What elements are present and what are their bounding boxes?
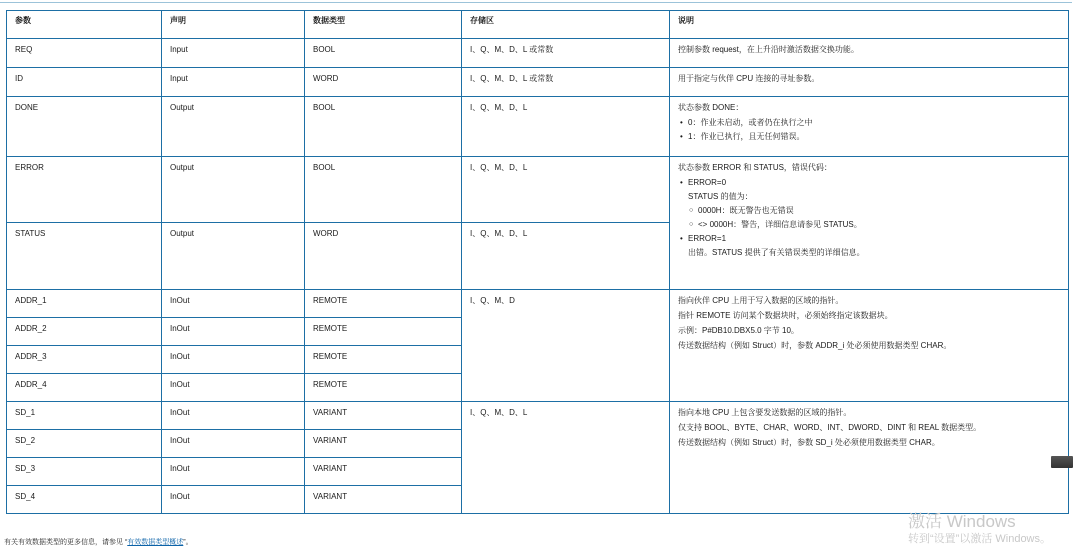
cell-param: ADDR_4 (7, 374, 162, 402)
table-row-req (7, 39, 1069, 68)
header-declaration: 声明 (162, 11, 305, 39)
cell-param: ID (7, 68, 162, 97)
cell-area-addr: I、Q、M、D (462, 290, 670, 402)
cell-param: SD_1 (7, 402, 162, 430)
cell-param: DONE (7, 97, 162, 157)
cell-area: I、Q、M、D、L (462, 97, 670, 157)
cell-type: BOOL (305, 39, 462, 68)
addr-desc-line: 指针 REMOTE 访问某个数据块时，必须始终指定该数据块。 (678, 311, 893, 320)
error-bullet-list (678, 177, 1060, 258)
cell-desc-addr (670, 290, 1069, 402)
cell-type: VARIANT (305, 430, 462, 458)
list-item: ○ <> 0000H：警告，详细信息请参见 STATUS。 (698, 219, 1060, 230)
cell-type: WORD (305, 223, 462, 290)
cell-decl: InOut (162, 430, 305, 458)
cell-decl: InOut (162, 402, 305, 430)
cell-param: SD_4 (7, 486, 162, 514)
error-one-label: ERROR=1 (688, 234, 727, 243)
sd-desc-line: 指向本地 CPU 上包含要发送数据的区域的指针。 (678, 408, 852, 417)
cell-decl: Output (162, 223, 305, 290)
cell-param: REQ (7, 39, 162, 68)
cell-param: ADDR_3 (7, 346, 162, 374)
cell-area: I、Q、M、D、L 或常数 (462, 39, 670, 68)
error-zero-label: ERROR=0 (688, 178, 727, 187)
header-row (7, 11, 1069, 39)
error-status-title: 状态参数 ERROR 和 STATUS，错误代码： (678, 163, 832, 172)
sd-desc-line: 传送数据结构（例如 Struct）时，参数 SD_i 处必须使用数据类型 CHAR。 (678, 438, 940, 447)
cell-param: STATUS (7, 223, 162, 290)
status-value-label: STATUS 的值为： (688, 192, 753, 201)
footer-suffix: ”。 (183, 539, 193, 546)
cell-type: REMOTE (305, 346, 462, 374)
list-item (688, 177, 1060, 230)
cell-type: VARIANT (305, 458, 462, 486)
list-item (688, 233, 1060, 258)
table-row-id (7, 68, 1069, 97)
activation-watermark-title: 激活 Windows (908, 512, 1016, 531)
error-one-detail: 出错。STATUS 提供了有关错误类型的详细信息。 (688, 248, 865, 257)
cell-decl: Output (162, 157, 305, 223)
cell-param: ADDR_1 (7, 290, 162, 318)
footer-note (4, 537, 193, 547)
cell-decl: Input (162, 39, 305, 68)
cell-type: WORD (305, 68, 462, 97)
cell-area: I、Q、M、D、L 或常数 (462, 68, 670, 97)
cell-desc: 控制参数 request，在上升沿时激活数据交换功能。 (670, 39, 1069, 68)
cell-param: ERROR (7, 157, 162, 223)
list-item: • 1：作业已执行，且无任何错误。 (688, 131, 1060, 142)
cell-decl: Input (162, 68, 305, 97)
cell-desc-sd (670, 402, 1069, 514)
cell-area: I、Q、M、D、L (462, 223, 670, 290)
cell-type: BOOL (305, 157, 462, 223)
activation-watermark-subtitle: 转到“设置”以激活 Windows。 (908, 533, 1052, 545)
cell-area: I、Q、M、D、L (462, 157, 670, 223)
header-memory-area: 存储区 (462, 11, 670, 39)
list-item: ○ 0000H：既无警告也无错误 (698, 205, 1060, 216)
cell-type: REMOTE (305, 318, 462, 346)
header-data-type: 数据类型 (305, 11, 462, 39)
cell-decl: Output (162, 97, 305, 157)
cell-param: SD_3 (7, 458, 162, 486)
cell-decl: InOut (162, 486, 305, 514)
cell-decl: InOut (162, 318, 305, 346)
list-item: • 0：作业未启动，或者仍在执行之中 (688, 117, 1060, 128)
data-types-overview-link[interactable]: 有效数据类型概述 (127, 539, 184, 546)
parameter-table (6, 10, 1069, 514)
cell-type: BOOL (305, 97, 462, 157)
table-row-done (7, 97, 1069, 157)
table-row-sd-1 (7, 402, 1069, 430)
cell-decl: InOut (162, 290, 305, 318)
header-description: 说明 (670, 11, 1069, 39)
cell-decl: InOut (162, 346, 305, 374)
footer-prefix: 有关有效数据类型的更多信息，请参见 “ (4, 539, 128, 546)
done-desc-title: 状态参数 DONE： (678, 103, 744, 112)
table-row-addr-1 (7, 290, 1069, 318)
cell-decl: InOut (162, 458, 305, 486)
sd-desc-line: 仅支持 BOOL、BYTE、CHAR、WORD、INT、DWORD、DINT 和 REAL 数据类型。 (678, 423, 982, 432)
scroll-thumb[interactable] (1051, 456, 1073, 468)
addr-desc-line: 指向伙伴 CPU 上用于写入数据的区域的指针。 (678, 296, 844, 305)
cell-desc: 用于指定与伙伴 CPU 连接的寻址参数。 (670, 68, 1069, 97)
cell-desc-error-status (670, 157, 1069, 290)
cell-type: REMOTE (305, 374, 462, 402)
cell-desc (670, 97, 1069, 157)
addr-desc-line: 传送数据结构（例如 Struct）时，参数 ADDR_i 处必须使用数据类型 CHAR。 (678, 341, 952, 350)
cell-param: ADDR_2 (7, 318, 162, 346)
cell-type: REMOTE (305, 290, 462, 318)
cell-type: VARIANT (305, 486, 462, 514)
cell-type: VARIANT (305, 402, 462, 430)
status-sub-list (688, 205, 1060, 230)
cell-area-sd: I、Q、M、D、L (462, 402, 670, 514)
done-bullet-list (678, 117, 1060, 142)
cell-decl: InOut (162, 374, 305, 402)
header-param: 参数 (7, 11, 162, 39)
top-rule (0, 2, 1072, 3)
table-row-error (7, 157, 1069, 223)
addr-desc-line: 示例：P#DB10.DBX5.0 字节 10。 (678, 326, 799, 335)
cell-param: SD_2 (7, 430, 162, 458)
